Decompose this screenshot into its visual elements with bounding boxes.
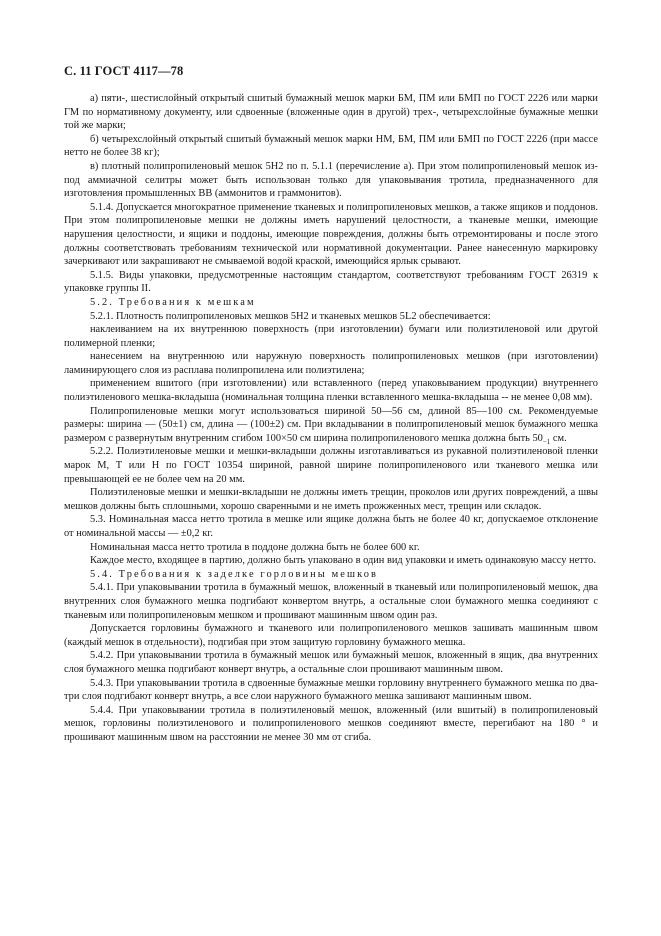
paragraph-5-3: 5.3. Номинальная масса нетто тротила в мешке или ящике должна быть не более 40 кг, допускаемое отклонение от номинальной массы — ±0,2 кг. (64, 514, 598, 539)
paragraph-list-item-b: б) четырехслойный открытый сшитый бумажный мешок марки НМ, БМ, ПМ или БМП по ГОСТ 2226 (при массе нетто не более 38 кг); (64, 133, 598, 159)
paragraph-5-4-2: 5.4.2. При упаковывании тротила в бумажный мешок или бумажный мешок, вложенный в ящик, два внутренних слоя бумажного мешка подгибают конверт внутрь, а остальные слои прошивают машинным швом. (64, 650, 598, 675)
paragraph-5-1-4: 5.1.4. Допускается многократное применение тканевых и полипропиленовых мешков, а также ящиков и поддонов. При этом полипропиленовые мешки не должны иметь нарушений целостности, а тканевые мешки, имеющие нарушения целостности, и ящики и поддоны, имеющие повреждения, должны быть отремонтированы и после этого должны соответствовать требованиям технической или нормативной документации. Ранее нанесенную маркировку зачеркивают или закрашивают не смываемой водой краской, имеющийся ярлык срывают. (64, 201, 598, 268)
bag-sizes-unit: см. (550, 432, 567, 444)
page-header: С. 11 ГОСТ 4117—78 (64, 64, 184, 78)
paragraph-method-liner: применением вшитого (при изготовлении) или вставленного (перед упаковыванием продукции) внутреннего полиэтиленового мешка-вкладыша (номинальная толщина пленки вставленного мешка-вкладыша -- не менее 0,08 мм). (64, 378, 598, 404)
paragraph-lot-packaging: Каждое место, входящее в партию, должно быть упаковано в один вид упаковки и иметь одинаковую массу нетто. (90, 555, 596, 567)
paragraph-5-2-1: 5.2.1. Плотность полипропиленовых мешков 5Н2 и тканевых мешков 5L2 обеспечивается: (90, 310, 491, 322)
paragraph-allowed-stitching: Допускается горловины бумажного и тканевого или полипропиленового мешков зашивать машинным швом (каждый мешок в отдельности), подгибая при этом защитую горловину бумажного мешка. (64, 623, 598, 648)
paragraph-list-item-c: в) плотный полипропиленовый мешок 5Н2 по п. 5.1.1 (перечисление а). При этом полипропиленовый мешок из-под аммиачной селитры может быть использован только для упаковывания тротила, предназначенного для изготовления промышленных ВВ (аммонитов и граммонитов). (64, 160, 598, 200)
paragraph-defects: Полиэтиленовые мешки и мешки-вкладыши не должны иметь трещин, проколов или других повреждений, а швы мешков должны быть сплошными, хорошо сваренными и не иметь прожженных мест, трещин или складок. (64, 487, 598, 512)
section-heading-5-2: 5.2. Требования к мешкам (90, 296, 256, 308)
document-body (64, 92, 598, 745)
paragraph-method-gluing: наклеиванием на их внутреннюю поверхность (при изготовлении) бумаги или полиэтиленовой или другой полимерной пленки; (64, 324, 598, 349)
paragraph-bag-sizes (64, 405, 598, 446)
paragraph-method-laminating: нанесением на внутреннюю или наружную поверхность полипропиленовых мешков (при изготовлении) ламинирующего слоя из расплава полипропилена или полиэтилена; (64, 351, 598, 376)
paragraph-5-4-4: 5.4.4. При упаковывании тротила в полиэтиленовый мешок, вложенный (или вшитый) в полипропиленовый мешок, горловины полиэтиленового и полипропиленового мешков соединяют вместе, перегибают на 180 ° и прошивают машинным швом на расстоянии не менее 30 мм от сгиба. (64, 704, 598, 743)
paragraph-5-4-1: 5.4.1. При упаковывании тротила в бумажный мешок, вложенный в тканевый или полипропиленовый мешок, два внутренних слоя бумажного мешка подгибают конвертом внутрь, а остальные слои бумажного мешка соединяют с тканевым или полипропиленовым мешком и прошивают машинным швом один раз. (64, 582, 598, 621)
tolerance-subscript: −1 (542, 437, 551, 446)
paragraph-5-4-3: 5.4.3. При упаковывании тротила в сдвоенные бумажные мешки горловину внутреннего бумажного мешка по два-три слоя подгибают конверт внутрь, а все слои наружного бумажного мешка зашивают машинным швом. (64, 677, 598, 703)
paragraph-list-item-a: а) пяти-, шестислойный открытый сшитый бумажный мешок марки БМ, ПМ или БМП по ГОСТ 2226 или марки ГМ по нормативному документу, или сдвоенные (вложенные один в другой) трех-, четырехслойные бумажные мешки той же марки; (64, 93, 598, 132)
bag-sizes-text: Полипропиленовые мешки могут использоваться шириной 50—56 см, длиной 85—100 см. Рекомендуемые размеры: ширина — (50±1) см, длина — (100±2) см. При вкладывании в полипропиленовый мешок бумажного мешка размером с развернутым внутренним сгибом 100×50 см ширина полипропиленового мешка должна быть 50 (64, 405, 598, 444)
paragraph-5-2-2: 5.2.2. Полиэтиленовые мешки и мешки-вкладыши должны изготавливаться из рукавной полиэтиленовой пленки марок М, Т или Н по ГОСТ 10354 шириной, равной ширине полипропиленового или тканевого мешка или превышающей ее не более чем на 20 мм. (64, 446, 598, 485)
paragraph-pallet-mass: Номинальная масса нетто тротила в поддоне должна быть не более 600 кг. (90, 541, 420, 553)
paragraph-5-1-5: 5.1.5. Виды упаковки, предусмотренные настоящим стандартом, соответствуют требованиям ГОСТ 26319 к упаковке группы II. (64, 269, 598, 295)
section-heading-5-4: 5.4. Требования к заделке горловины мешков (90, 568, 378, 580)
